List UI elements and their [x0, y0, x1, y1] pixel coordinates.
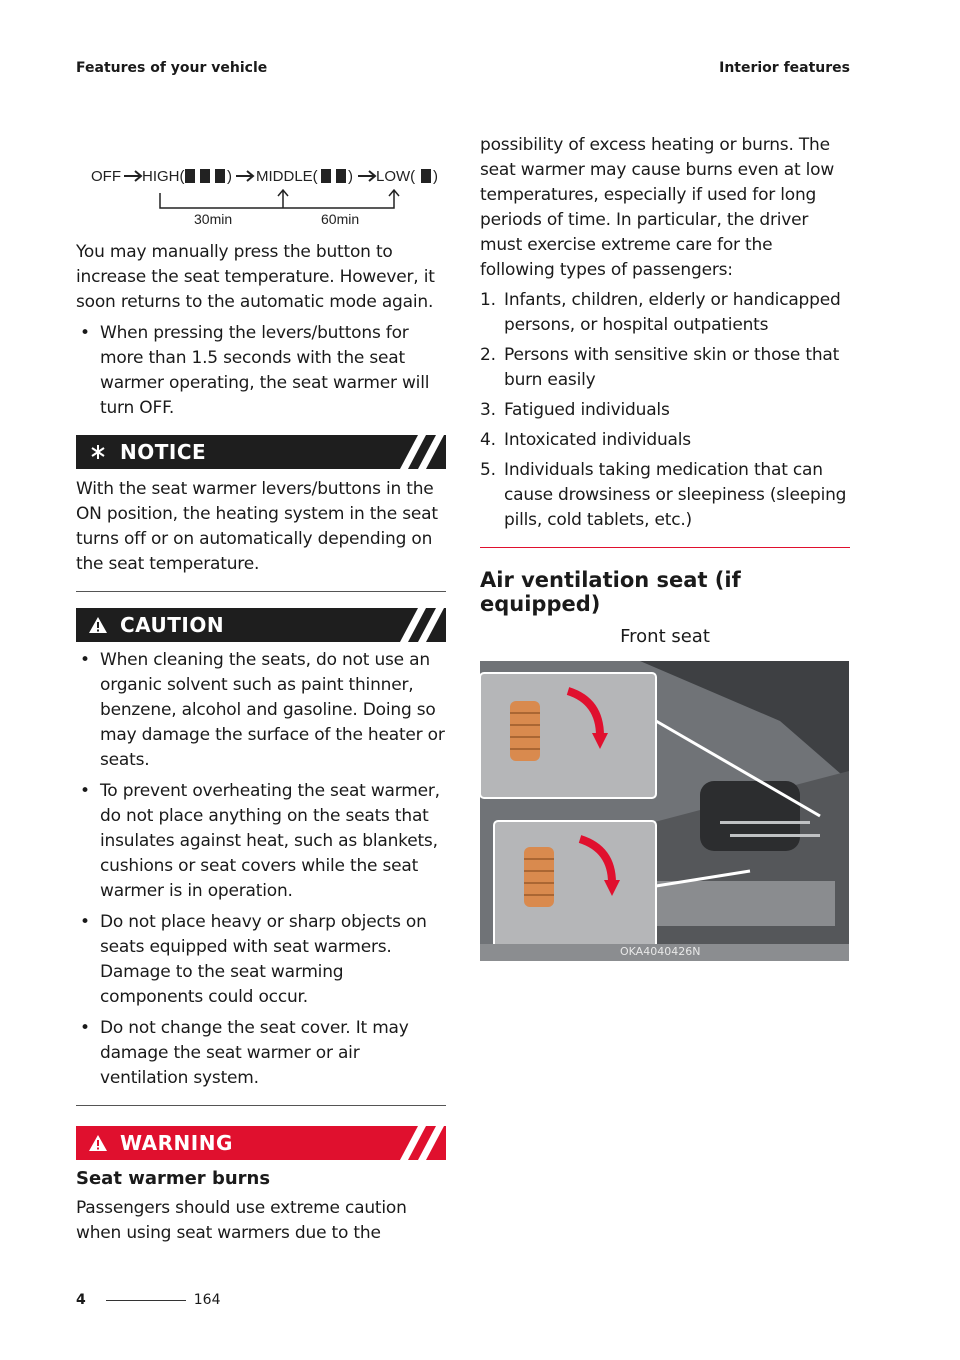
- warning-continued-text: possibility of excess heating or burns. The seat warmer may cause burns even at low temperatures, especially if used for long periods of time. In particular, the driver must exercise extreme care for the following types of passengers:: [480, 135, 835, 280]
- warning-end-divider: [480, 547, 850, 548]
- divider: [76, 1105, 446, 1106]
- bullet-item: • When pressing the levers/buttons for more than 1.5 seconds with the seat warmer operating, the seat warmer will turn OFF.: [76, 321, 446, 421]
- page-number: 164: [193, 1292, 221, 1308]
- chapter-number: 4: [76, 1292, 86, 1308]
- caution-item: • Do not place heavy or sharp objects on seats equipped with seat warmers. Damage to the seat warming components could occur.: [76, 910, 446, 1010]
- notice-text: With the seat warmer levers/buttons in the ON position, the heating system in the seat turns off or on automatically depending on the seat temperature.: [76, 479, 438, 574]
- warning-triangle-icon: [88, 1133, 108, 1153]
- passenger-list: [480, 288, 850, 533]
- caution-banner: [76, 608, 446, 642]
- diagram-off: OFF: [91, 168, 121, 185]
- console-photo: [480, 661, 849, 961]
- list-item: 5. Individuals taking medication that can cause drowsiness or sleepiness (sleeping pills, cold tablets, etc.): [480, 460, 847, 530]
- diagram-60min: 60min: [321, 211, 360, 227]
- svg-text:): ): [227, 168, 232, 185]
- list-item: 2. Persons with sensitive skin or those that burn easily: [480, 345, 840, 390]
- caution-item: • When cleaning the seats, do not use an organic solvent such as paint thinner, benzene, alcohol and gasoline. Doing so may damage the surface of the heater or seats.: [76, 648, 446, 773]
- diagram-svg: [76, 150, 446, 230]
- console-illustration: [480, 661, 849, 961]
- image-caption: Front seat: [620, 626, 710, 647]
- list-item: 4. Intoxicated individuals: [480, 430, 691, 450]
- notice-asterisk-icon: [88, 442, 108, 462]
- notice-banner: [76, 435, 446, 469]
- list-item: 3. Fatigued individuals: [480, 400, 670, 420]
- right-column: [480, 133, 850, 961]
- intro-paragraph: You may manually press the button to increase the seat temperature. However, it soon returns to the automatic mode again.: [76, 242, 435, 312]
- page-footer: [76, 1292, 220, 1308]
- section-title: Air ventilation seat (if equipped): [480, 568, 741, 616]
- svg-text:): ): [348, 168, 353, 185]
- left-column: [76, 150, 446, 1246]
- svg-text:): ): [433, 168, 438, 185]
- slash-decoration-icon: [386, 1126, 446, 1160]
- notice-label: NOTICE: [120, 440, 207, 464]
- slash-decoration-icon: [386, 435, 446, 469]
- caution-list: [76, 648, 446, 1091]
- slash-decoration-icon: [386, 608, 446, 642]
- caution-label: CAUTION: [120, 613, 225, 637]
- warning-banner: [76, 1126, 446, 1160]
- warning-text: Passengers should use extreme caution when using seat warmers due to the: [76, 1198, 407, 1243]
- diagram-middle: MIDDLE(: [256, 168, 318, 185]
- diagram-low: LOW(: [376, 168, 416, 185]
- diagram-high: HIGH(: [142, 168, 185, 185]
- caution-item: • To prevent overheating the seat warmer, do not place anything on the seats that insulates against heat, such as blankets, cushions or seat covers while the seat warmer is in operation.: [76, 779, 446, 904]
- image-code: OKA4040426N: [620, 945, 701, 958]
- running-header-left: Features of your vehicle: [76, 60, 268, 76]
- divider: [76, 591, 446, 592]
- caution-triangle-icon: [88, 615, 108, 635]
- warning-label: WARNING: [120, 1131, 233, 1155]
- running-header-right: Interior features: [719, 60, 850, 76]
- caution-item: • Do not change the seat cover. It may damage the seat warmer or air ventilation system.: [76, 1016, 446, 1091]
- diagram-30min: 30min: [194, 211, 233, 227]
- seat-warmer-mode-diagram: [76, 150, 446, 230]
- warning-title: Seat warmer burns: [76, 1168, 271, 1189]
- list-item: 1. Infants, children, elderly or handicapped persons, or hospital outpatients: [480, 290, 841, 335]
- footer-rule: [106, 1300, 186, 1301]
